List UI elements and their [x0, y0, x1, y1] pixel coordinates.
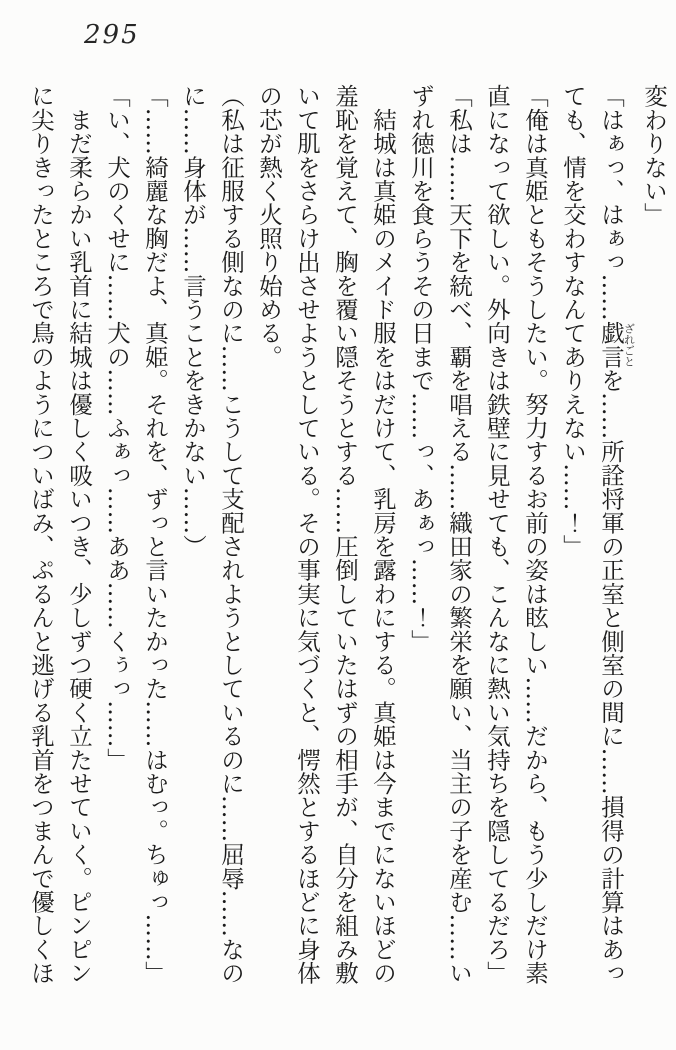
vertical-text-block: [22, 84, 673, 996]
text-line: に尖りきったところで鳥のようについばみ、ぷるんと逃げる乳首をつまんで優しくほ: [27, 84, 55, 985]
text-line: ても、情を交わすなんてありえない……！」: [559, 84, 587, 558]
text-line: 「私は……天下を統べ、覇を唱える……織田家の繁栄を願い、当主の子を産む……い: [445, 84, 473, 985]
text-segment: 「はぁっ、はぁっ……: [597, 84, 625, 321]
text-line: [592, 84, 635, 996]
text-line: 「俺は真姫ともそうしたい。努力するお前の姿は眩しい……だから、もう少しだけ素: [521, 84, 549, 985]
text-line: 直になって欲しい。外向きは鉄壁に見せても、こんなに熱い気持ちを隠してるだろ」: [483, 84, 511, 985]
ruby-annotation: [597, 321, 636, 369]
text-line: 変わりない」: [640, 84, 668, 227]
text-line: 「……綺麗な胸だよ、真姫。それを、ずっと言いたかった……はむっ。ちゅっ……」: [141, 84, 169, 985]
text-line: 羞恥を覚えて、胸を覆い隠そうとする……圧倒していたはずの相手が、自分を組み敷: [331, 84, 359, 985]
page-number: 295: [84, 20, 140, 50]
text-segment: を……所詮将軍の正室と側室の間に……損得の計算はあっ: [597, 368, 625, 985]
text-line: 結城は真姫のメイド服をはだけて、乳房を露わにする。真姫は今までにないほどの: [369, 84, 397, 985]
ruby-base: 戯言: [597, 321, 625, 369]
text-line: （私は征服する側なのに……こうして支配されようとしているのに……屈辱……なの: [217, 84, 245, 985]
text-line: いて肌をさらけ出させようとしている。その事実に気づくと、愕然とするほどに身体: [293, 84, 321, 985]
text-line: まだ柔らかい乳首に結城は優しく吸いつき、少しずつ硬く立たせていく。ピンピン: [65, 84, 93, 985]
text-line: に……身体が……言うことをきかない……）: [179, 84, 207, 558]
text-line: ずれ徳川を食らうその日まで……っ、あぁっ……！」: [407, 84, 435, 653]
text-line: 「い、犬のくせに……犬の……ふぁっ……ああ……くぅっ……」: [103, 84, 131, 772]
ruby-furigana: ざれごと: [622, 321, 636, 369]
text-line: の芯が熱く火照り始める。: [255, 84, 283, 369]
